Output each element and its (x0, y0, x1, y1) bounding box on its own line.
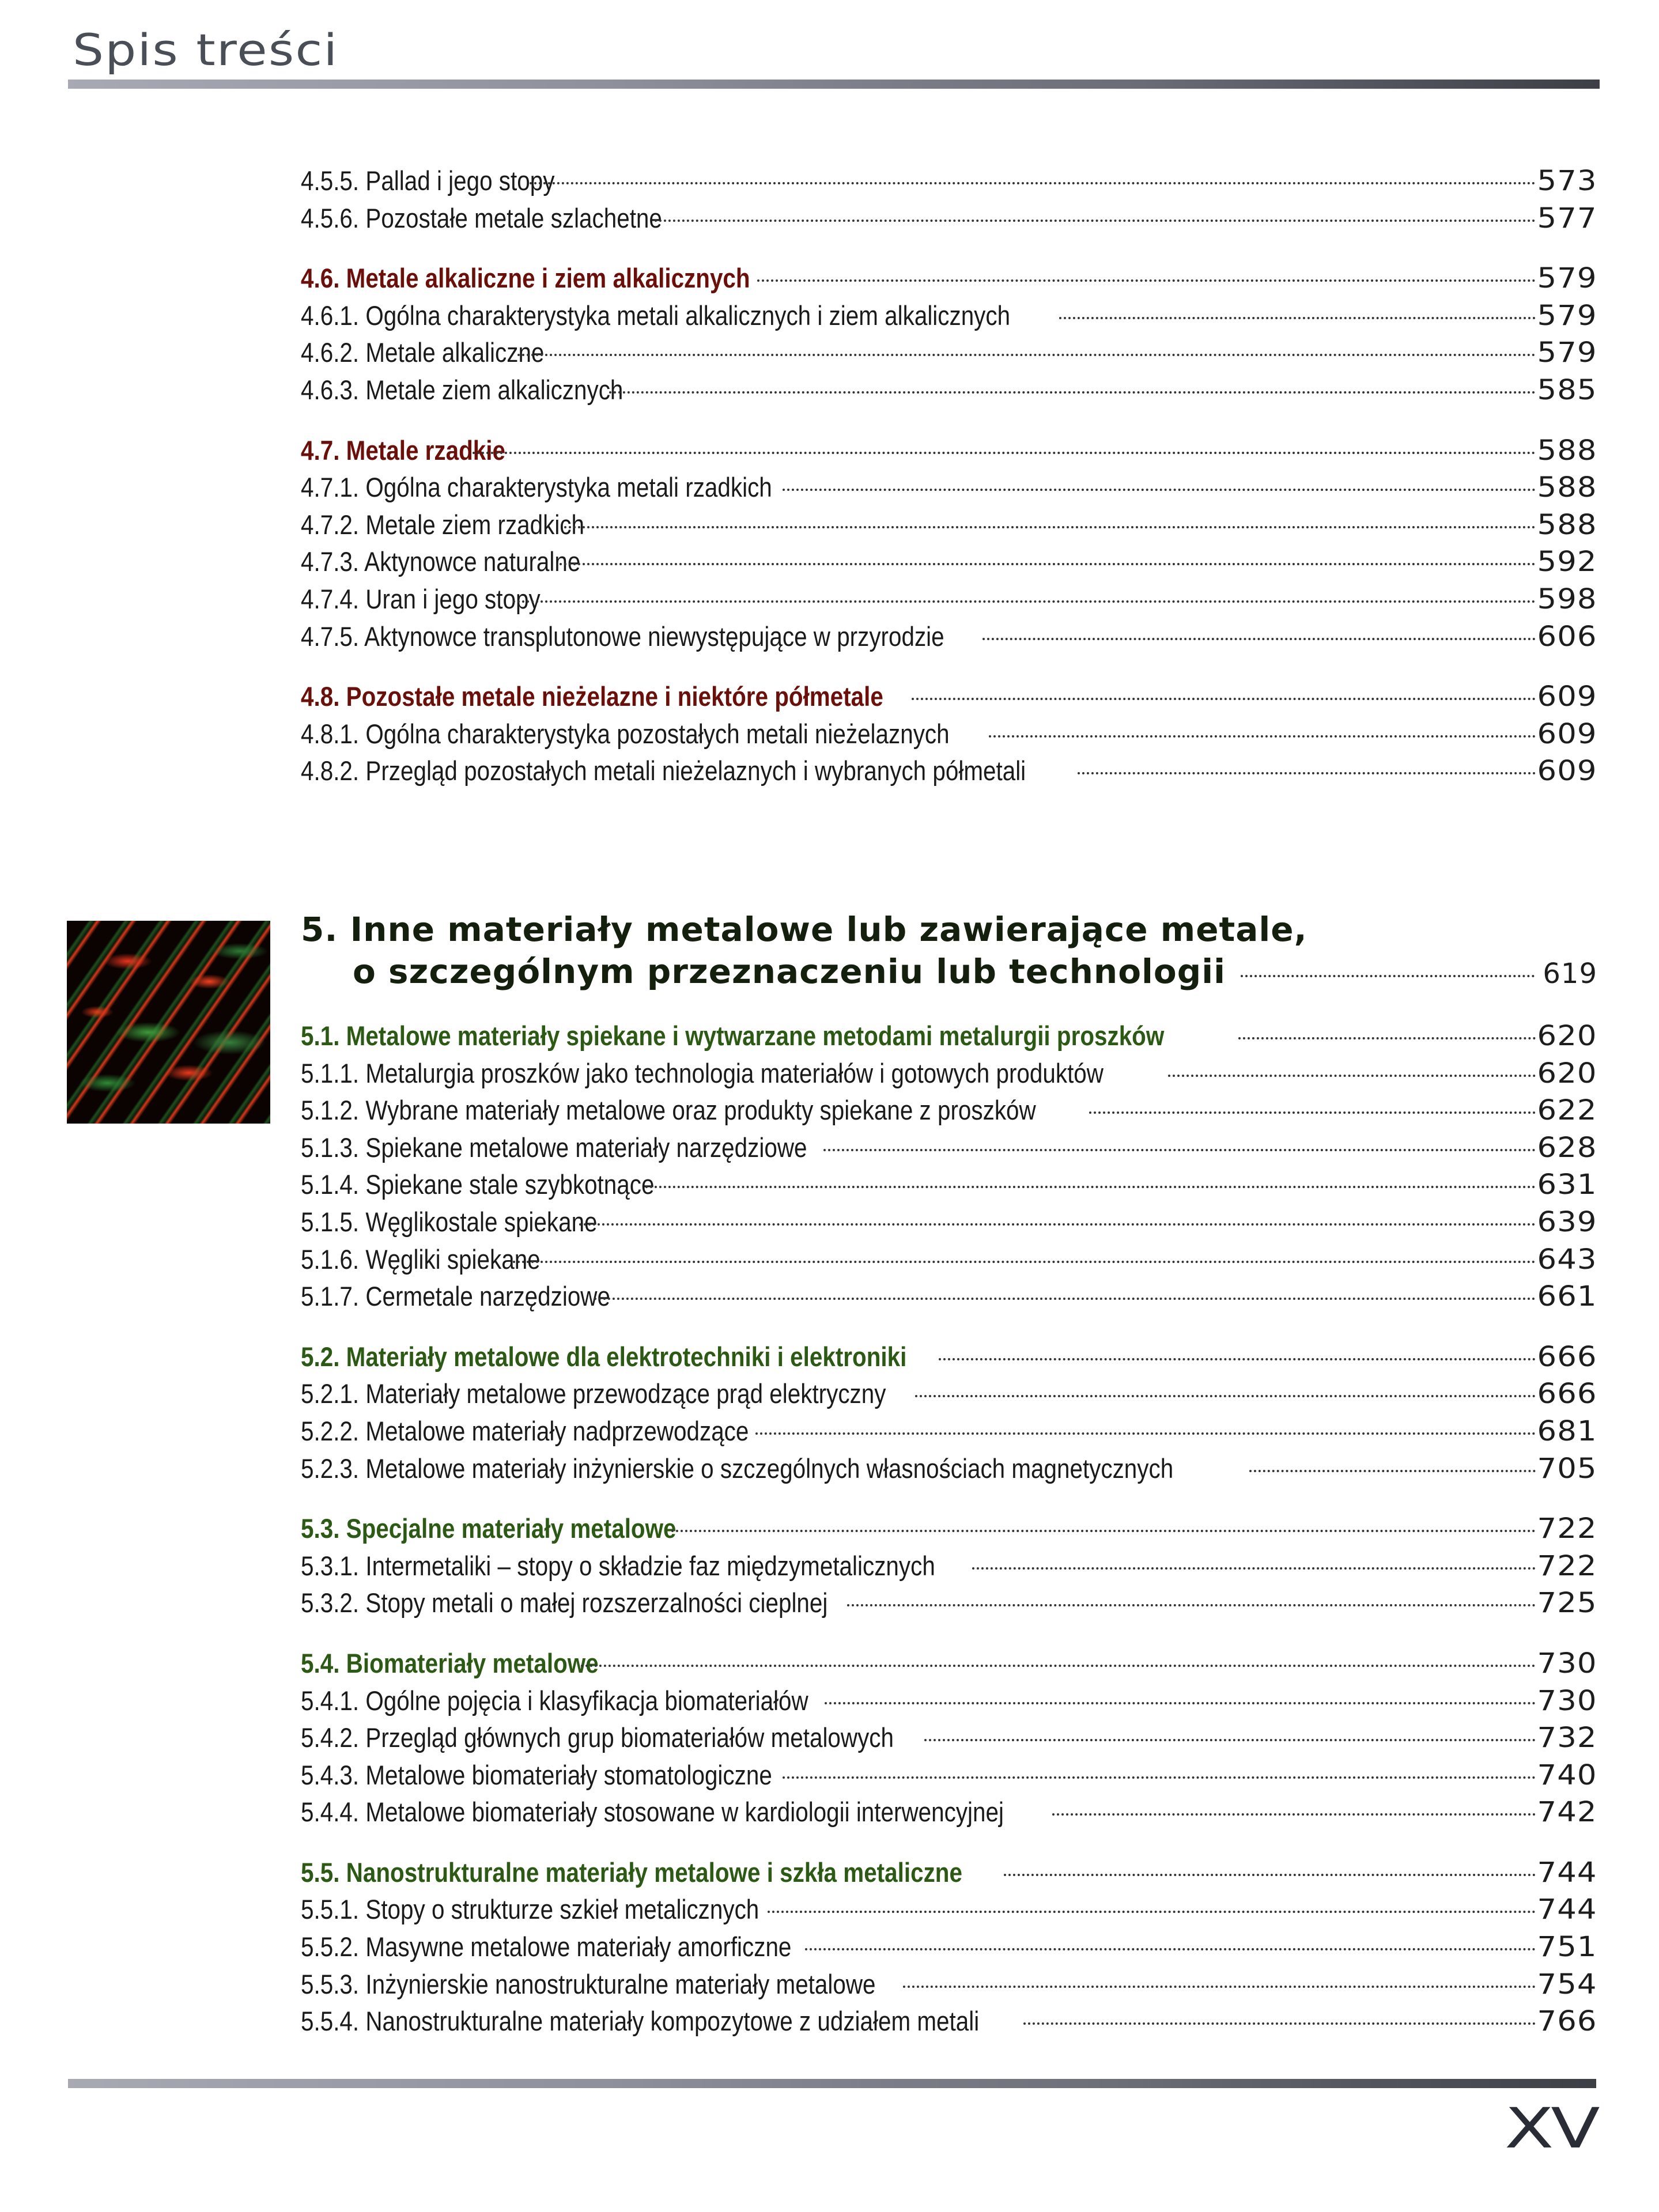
toc-entry-page-number: 609 (1537, 717, 1597, 750)
toc-entry-page-number: 588 (1537, 508, 1597, 541)
toc-section-entry[interactable] (301, 678, 1597, 716)
toc-subsection-entry[interactable] (301, 1719, 1597, 1757)
page-folio-number: XV (1504, 2096, 1597, 2161)
dot-leader (581, 1665, 1536, 1667)
toc-entry-label: 4.8.1. Ogólna charakterystyka pozostałych metali nieżelaznych (301, 718, 950, 749)
toc-entry-page-number: 666 (1537, 1378, 1597, 1411)
toc-subsection-entry[interactable] (301, 1278, 1597, 1315)
dot-leader (939, 1358, 1536, 1360)
dot-leader (473, 452, 1536, 454)
dot-leader (989, 735, 1536, 738)
toc-subsection-entry[interactable] (301, 618, 1597, 656)
toc-entry-label: 5.3. Specjalne materiały metalowe (301, 1513, 677, 1544)
dot-leader (594, 1298, 1536, 1300)
toc-entry-page-number: 598 (1537, 583, 1597, 615)
footer-rule (68, 2079, 1596, 2088)
dot-leader (513, 600, 1536, 603)
toc-entry-label: 4.6.1. Ogólna charakterystyka metali alkalicznych i ziem alkalicznych (301, 300, 1011, 331)
toc-group (301, 1338, 1597, 1487)
dot-leader (982, 638, 1536, 640)
toc-subsection-entry[interactable] (301, 1929, 1597, 1966)
toc-subsection-entry[interactable] (301, 1166, 1597, 1204)
toc-subsection-entry[interactable] (301, 506, 1597, 544)
toc-entry-page-number: 579 (1537, 336, 1597, 369)
toc-section-entry[interactable] (301, 1018, 1597, 1055)
toc-entry-page-number: 730 (1537, 1684, 1597, 1717)
toc-subsection-entry[interactable] (301, 1204, 1597, 1241)
dot-leader (825, 1702, 1536, 1704)
toc-entry-page-number: 579 (1537, 262, 1597, 295)
toc-entry-label: 5.1.6. Węgliki spiekane (301, 1243, 541, 1275)
toc-chapter-4 (301, 162, 1597, 813)
toc-subsection-entry[interactable] (301, 200, 1597, 237)
dot-leader (1052, 1813, 1536, 1816)
toc-subsection-entry[interactable] (301, 1129, 1597, 1167)
toc-entry-page-number: 666 (1537, 1340, 1597, 1373)
toc-entry-label: 4.6.2. Metale alkaliczne (301, 337, 545, 368)
page-title: Spis treści (73, 24, 339, 75)
toc-group (301, 260, 1597, 409)
toc-entry-label: 4.7.4. Uran i jego stopy (301, 583, 541, 614)
toc-entry-page-number: 705 (1537, 1452, 1597, 1485)
toc-entry-label: 5.4.3. Metalowe biomateriały stomatologiczne (301, 1759, 772, 1790)
chapter-5-title-line1: 5. Inne materiały metalowe lub zawierające metale, (301, 910, 1307, 949)
toc-entry-label: 4.6. Metale alkaliczne i ziem alkalicznych (301, 263, 750, 294)
toc-section-entry[interactable] (301, 1338, 1597, 1376)
chapter-5-heading[interactable] (301, 909, 1597, 993)
toc-entry-label: 5.1.3. Spiekane metalowe materiały narzędziowe (301, 1132, 807, 1163)
toc-subsection-entry[interactable] (301, 1757, 1597, 1794)
toc-subsection-entry[interactable] (301, 1055, 1597, 1092)
toc-group (301, 1018, 1597, 1315)
toc-entry-page-number: 754 (1537, 1968, 1597, 2001)
toc-entry-label: 5.4. Biomateriały metalowe (301, 1647, 599, 1678)
toc-entry-page-number: 681 (1537, 1415, 1597, 1447)
toc-subsection-entry[interactable] (301, 1413, 1597, 1450)
toc-entry-page-number: 740 (1537, 1759, 1597, 1791)
toc-subsection-entry[interactable] (301, 1241, 1597, 1279)
dot-leader (915, 1395, 1536, 1397)
toc-entry-label: 5.1.2. Wybrane materiały metalowe oraz produkty spiekane z proszków (301, 1095, 1036, 1126)
toc-section-entry[interactable] (301, 1510, 1597, 1548)
toc-entry-page-number: 628 (1537, 1131, 1597, 1164)
toc-entry-label: 4.5.6. Pozostałe metale szlachetne (301, 202, 662, 233)
toc-section-entry[interactable] (301, 260, 1597, 297)
toc-subsection-entry[interactable] (301, 581, 1597, 618)
toc-entry-label: 5.4.1. Ogólne pojęcia i klasyfikacja biomateriałów (301, 1685, 808, 1716)
toc-group (301, 162, 1597, 237)
toc-entry-page-number: 744 (1537, 1893, 1597, 1926)
toc-subsection-entry[interactable] (301, 2003, 1597, 2040)
toc-entry-page-number: 585 (1537, 373, 1597, 406)
dot-leader (783, 489, 1536, 491)
toc-entry-label: 4.7.5. Aktynowce transplutonowe niewystępujące w przyrodzie (301, 621, 944, 652)
toc-entry-page-number: 577 (1537, 202, 1597, 235)
toc-entry-page-number: 573 (1537, 165, 1597, 197)
toc-subsection-entry[interactable] (301, 334, 1597, 372)
toc-subsection-entry[interactable] (301, 1794, 1597, 1831)
toc-group (301, 678, 1597, 790)
dot-leader (805, 1948, 1536, 1950)
toc-subsection-entry[interactable] (301, 469, 1597, 506)
toc-group (301, 1645, 1597, 1831)
dot-leader (847, 1604, 1536, 1606)
dot-leader (757, 279, 1536, 282)
toc-entry-page-number: 588 (1537, 434, 1597, 467)
toc-entry-page-number: 631 (1537, 1169, 1597, 1201)
toc-subsection-entry[interactable] (301, 372, 1597, 409)
toc-chapter-5 (301, 1018, 1597, 2063)
dot-leader (609, 391, 1536, 394)
toc-entry-label: 5.3.1. Intermetaliki – stopy o składzie faz międzymetalicznych (301, 1550, 935, 1581)
toc-subsection-entry[interactable] (301, 543, 1597, 581)
toc-subsection-entry[interactable] (301, 1092, 1597, 1129)
toc-entry-page-number: 722 (1537, 1549, 1597, 1582)
dot-leader (513, 1261, 1536, 1263)
header-rule (68, 80, 1600, 89)
dot-leader (912, 698, 1536, 700)
toc-entry-label: 4.8. Pozostałe metale nieżelazne i niektóre półmetale (301, 681, 883, 712)
toc-group (301, 1510, 1597, 1622)
dot-leader (655, 220, 1536, 222)
toc-section-entry[interactable] (301, 432, 1597, 470)
toc-entry-page-number: 592 (1537, 546, 1597, 578)
dot-leader (823, 1149, 1536, 1151)
dot-leader (1238, 1037, 1536, 1039)
dot-leader (1059, 317, 1536, 319)
dot-leader (924, 1739, 1536, 1741)
dot-leader (755, 1432, 1536, 1435)
toc-entry-label: 5.5.3. Inżynierskie nanostrukturalne materiały metalowe (301, 1968, 876, 1999)
toc-entry-label: 5.1.4. Spiekane stale szybkotnące (301, 1169, 655, 1200)
toc-entry-label: 5.2.1. Materiały metalowe przewodzące prąd elektryczny (301, 1378, 886, 1409)
toc-entry-label: 4.8.2. Przegląd pozostałych metali nieżelaznych i wybranych półmetali (301, 755, 1026, 787)
toc-entry-label: 5.2.2. Metalowe materiały nadprzewodzące (301, 1415, 749, 1446)
toc-entry-label: 5.4.2. Przegląd głównych grup biomateriałów metalowych (301, 1722, 894, 1753)
toc-subsection-entry[interactable] (301, 1548, 1597, 1585)
toc-entry-label: 5.1. Metalowe materiały spiekane i wytwarzane metodami metalurgii proszków (301, 1020, 1165, 1051)
toc-entry-page-number: 766 (1537, 2005, 1597, 2038)
toc-entry-page-number: 620 (1537, 1057, 1597, 1090)
toc-entry-label: 5.1.1. Metalurgia proszków jako technologia materiałów i gotowych produktów (301, 1057, 1104, 1088)
dot-leader (1249, 1470, 1536, 1472)
toc-entry-page-number: 722 (1537, 1513, 1597, 1545)
toc-entry-label: 5.1.7. Cermetale narzędziowe (301, 1281, 610, 1312)
dot-leader (645, 1186, 1536, 1188)
dot-leader (783, 1776, 1536, 1779)
dot-leader (1168, 1075, 1536, 1077)
toc-entry-page-number: 579 (1537, 299, 1597, 332)
dot-leader (560, 563, 1536, 565)
toc-subsection-entry[interactable] (301, 1966, 1597, 2003)
dot-leader (530, 182, 1536, 184)
toc-entry-label: 5.5.4. Nanostrukturalne materiały kompozytowe z udziałem metali (301, 2006, 980, 2037)
toc-group (301, 1854, 1597, 2040)
toc-entry-label: 5.4.4. Metalowe biomateriały stosowane w kardiologii interwencyjnej (301, 1797, 1004, 1828)
toc-entry-page-number: 620 (1537, 1020, 1597, 1052)
dot-leader (1023, 2022, 1536, 2025)
chapter-5-page-number: 619 (1543, 958, 1597, 990)
dot-leader (1078, 772, 1536, 774)
toc-entry-page-number: 588 (1537, 471, 1597, 504)
toc-entry-label: 4.7.3. Aktynowce naturalne (301, 546, 581, 577)
toc-entry-label: 4.7.1. Ogólna charakterystyka metali rzadkich (301, 472, 772, 503)
toc-section-entry[interactable] (301, 1645, 1597, 1682)
toc-entry-page-number: 609 (1537, 755, 1597, 788)
toc-subsection-entry[interactable] (301, 1585, 1597, 1622)
toc-entry-page-number: 730 (1537, 1647, 1597, 1680)
toc-entry-label: 4.7. Metale rzadkie (301, 434, 505, 466)
chapter-5-title-line2: o szczególnym przeznaczeniu lub technologii (353, 952, 1226, 991)
toc-entry-page-number: 639 (1537, 1205, 1597, 1238)
toc-entry-label: 5.1.5. Węglikostale spiekane (301, 1206, 598, 1237)
toc-entry-page-number: 742 (1537, 1796, 1597, 1829)
toc-entry-label: 4.6.3. Metale ziem alkalicznych (301, 374, 623, 405)
toc-entry-page-number: 744 (1537, 1856, 1597, 1889)
toc-entry-page-number: 606 (1537, 620, 1597, 653)
dot-leader (564, 526, 1536, 528)
toc-group (301, 432, 1597, 656)
toc-entry-label: 4.5.5. Pallad i jego stopy (301, 165, 555, 196)
dot-leader (1089, 1111, 1536, 1114)
toc-entry-label: 5.3.2. Stopy metali o małej rozszerzalności cieplnej (301, 1587, 828, 1619)
toc-entry-label: 5.5.2. Masywne metalowe materiały amorficzne (301, 1931, 792, 1963)
dot-leader (768, 1911, 1536, 1913)
toc-entry-page-number: 725 (1537, 1587, 1597, 1620)
dot-leader (972, 1567, 1536, 1570)
toc-entry-label: 4.7.2. Metale ziem rzadkich (301, 509, 584, 540)
toc-subsection-entry[interactable] (301, 162, 1597, 200)
dot-leader (517, 354, 1536, 356)
dot-leader (1004, 1874, 1536, 1876)
toc-entry-page-number: 661 (1537, 1280, 1597, 1313)
toc-subsection-entry[interactable] (301, 1891, 1597, 1929)
toc-entry-page-number: 609 (1537, 680, 1597, 713)
toc-entry-label: 5.2. Materiały metalowe dla elektrotechniki i elektroniki (301, 1341, 907, 1372)
dot-leader (1241, 975, 1535, 977)
toc-subsection-entry[interactable] (301, 297, 1597, 335)
toc-subsection-entry[interactable] (301, 753, 1597, 790)
chapter-5-micrograph-image (67, 921, 270, 1124)
toc-subsection-entry[interactable] (301, 716, 1597, 753)
toc-section-entry[interactable] (301, 1854, 1597, 1892)
toc-entry-label: 5.2.3. Metalowe materiały inżynierskie o szczególnych własnościach magnetycznych (301, 1453, 1174, 1484)
dot-leader (671, 1530, 1536, 1532)
toc-entry-page-number: 643 (1537, 1243, 1597, 1276)
toc-entry-label: 5.5.1. Stopy o strukturze szkieł metalicznych (301, 1894, 759, 1925)
toc-subsection-entry[interactable] (301, 1682, 1597, 1720)
toc-entry-page-number: 751 (1537, 1931, 1597, 1964)
toc-entry-label: 5.5. Nanostrukturalne materiały metalowe i szkła metaliczne (301, 1856, 962, 1888)
toc-entry-page-number: 622 (1537, 1094, 1597, 1127)
toc-entry-page-number: 732 (1537, 1722, 1597, 1755)
toc-subsection-entry[interactable] (301, 1450, 1597, 1488)
dot-leader (903, 1986, 1536, 1988)
toc-subsection-entry[interactable] (301, 1375, 1597, 1413)
dot-leader (579, 1223, 1536, 1226)
